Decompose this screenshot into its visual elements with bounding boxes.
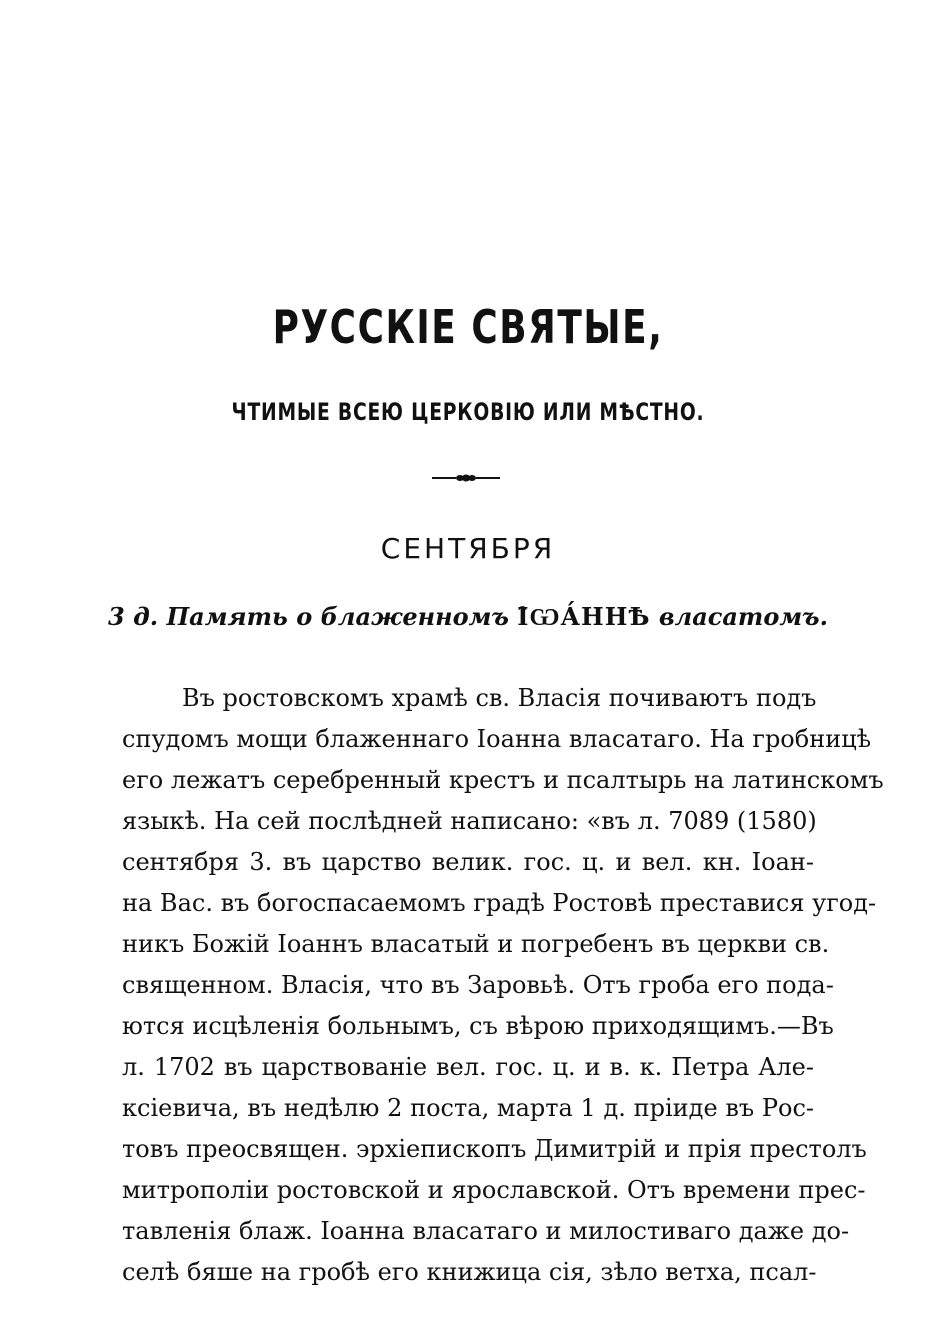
text-line: священном. Власія, что въ Заровьѣ. Отъ гроба его пода- (122, 971, 834, 999)
text-line: Въ ростовскомъ храмѣ св. Власія почиваютъ подъ (182, 684, 817, 712)
entry-heading-name: Ι̑ѠА́ННѢ (517, 602, 651, 631)
text-line: ксіевича, въ недѣлю 2 поста, марта 1 д. пріиде въ Рос- (122, 1094, 814, 1122)
text-line: языкѣ. На сей послѣдней написано: «въ л. 7089 (1580) (122, 807, 817, 835)
text-line: ются исцѣленія больнымъ, съ вѣрою приходящимъ.—Въ (122, 1012, 834, 1040)
page-title: РУССКІЕ СВЯТЫЕ, (272, 300, 664, 354)
text-line: тавленія блаж. Іоанна власатаго и милостиваго даже до- (122, 1217, 850, 1245)
body-text (122, 678, 884, 1293)
text-line: никъ Божій Іоаннъ власатый и погребенъ въ церкви св. (122, 930, 830, 958)
text-line: товъ преосвящен. эрхіепископъ Димитрій и прія престолъ (122, 1135, 867, 1163)
entry-heading (0, 602, 936, 632)
text-line: сентября 3. въ царство велик. гос. ц. и вел. кн. Іоан- (122, 848, 814, 876)
text-line: его лежатъ серебренный крестъ и псалтырь на латинскомъ (122, 766, 884, 794)
text-line: спудомъ мощи блаженнаго Іоанна власатаго. На гробницѣ (122, 725, 872, 753)
entry-heading-suffix: власатомъ. (658, 602, 828, 631)
text-line: митрополіи ростовской и ярославской. Отъ времени прес- (122, 1176, 866, 1204)
text-line: селѣ бяше на гробѣ его книжица сія, зѣло ветха, псал- (122, 1258, 817, 1286)
text-line: на Вас. въ богоспасаемомъ градѣ Ростовѣ преставися угод- (122, 889, 877, 917)
entry-heading-prefix: 3 д. Память о блаженномъ (108, 602, 509, 631)
text-line: л. 1702 въ царствованіе вел. гос. ц. и в. к. Петра Але- (122, 1053, 814, 1081)
ornament-divider-icon (430, 470, 502, 486)
section-heading: СЕНТЯБРЯ (380, 532, 556, 565)
page-subtitle: ЧТИМЫЕ ВСЕЮ ЦЕРКОВІЮ ИЛИ МѢСТНО. (231, 398, 705, 426)
